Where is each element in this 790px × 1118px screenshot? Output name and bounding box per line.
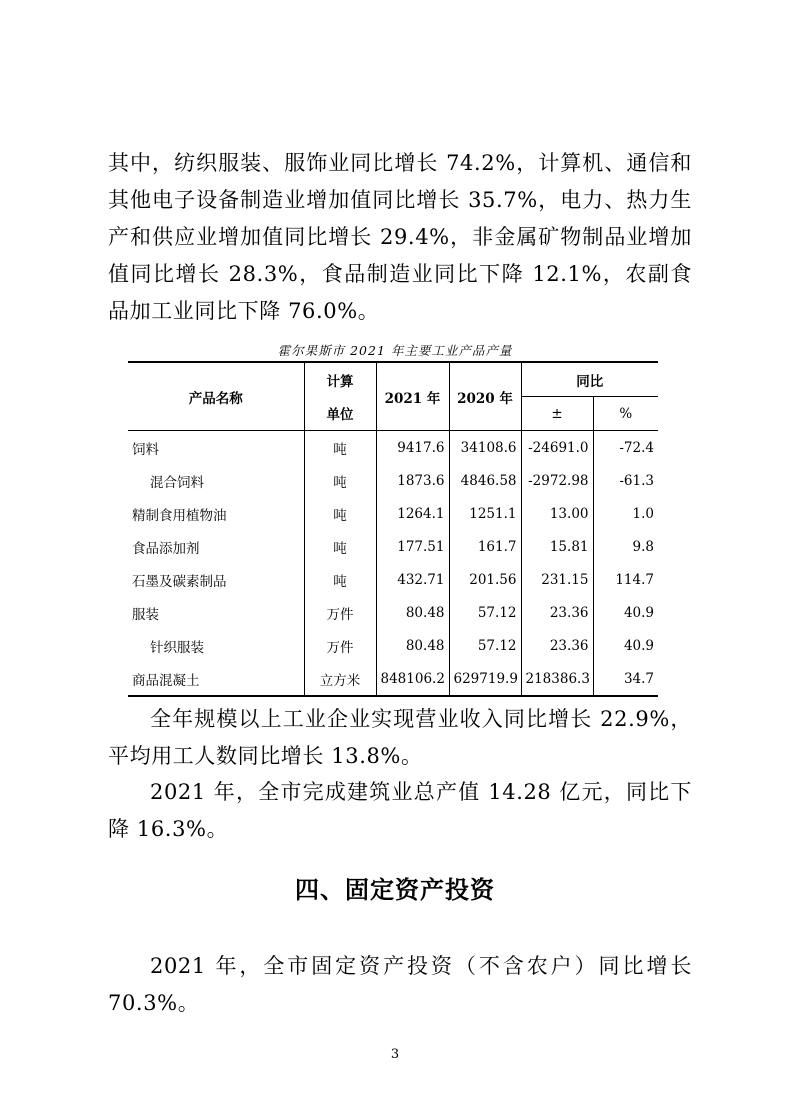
cell-2021: 1264.1 [376,497,449,530]
cell-pct: 40.9 [593,596,658,629]
table-row [128,497,658,530]
header-pct: % [593,397,658,431]
cell-diff: 218386.3 [521,662,593,696]
cell-pct: 34.7 [593,662,658,696]
paragraph-fixed-investment: 2021 年，全市固定资产投资（不含农户）同比增长 70.3%。 [108,954,692,1015]
cell-name: 混合饲料 [150,474,204,491]
cell-2020: 57.12 [449,596,521,629]
cell-diff: -2972.98 [521,464,593,497]
cell-name: 饲料 [132,441,159,458]
cell-2020: 4846.58 [449,464,521,497]
cell-2020: 629719.9 [449,662,521,696]
cell-name: 食品添加剂 [132,540,200,557]
paragraph-revenue: 全年规模以上工业企业实现营业收入同比增长 22.9%，平均用工人数同比增长 13.8%。 [108,707,692,768]
cell-unit: 吨 [304,563,376,596]
cell-pct: 1.0 [593,497,658,530]
cell-unit: 吨 [304,530,376,563]
paragraph-industry-growth: 其中，纺织服装、服饰业同比增长 74.2%，计算机、通信和其他电子设备制造业增加值同比增长 35.7%，电力、热力生产和供应业增加值同比增长 29.4%，非金属矿物制品业增加值同比增长 28.3%，食品制造业同比下降 12.1%，农副食品加工业同比下降 76.0%。 [108,151,692,323]
header-unit-line2: 单位 [304,397,376,431]
cell-name: 商品混凝土 [132,672,200,689]
cell-2020: 57.12 [449,629,521,662]
table-caption: 霍尔果斯市 2021 年主要工业产品产量 [277,343,513,358]
table-row [128,629,658,662]
cell-diff: -24691.0 [521,431,593,465]
cell-pct: -61.3 [593,464,658,497]
header-yoy: 同比 [521,362,658,397]
cell-unit: 立方米 [304,662,376,696]
cell-2021: 80.48 [376,629,449,662]
header-product-name: 产品名称 [128,362,304,431]
cell-unit: 吨 [304,464,376,497]
cell-pct: 40.9 [593,629,658,662]
cell-2021: 9417.6 [376,431,449,465]
cell-2020: 1251.1 [449,497,521,530]
cell-2021: 80.48 [376,596,449,629]
paragraph-construction: 2021 年，全市完成建筑业总产值 14.28 亿元，同比下降 16.3%。 [108,780,692,841]
cell-2020: 201.56 [449,563,521,596]
cell-diff: 15.81 [521,530,593,563]
cell-2021: 177.51 [376,530,449,563]
cell-2021: 848106.2 [376,662,449,696]
table-row [128,662,658,696]
cell-name: 精制食用植物油 [132,507,227,524]
table-row [128,464,658,497]
header-diff: ± [521,397,593,431]
header-2020: 2020 年 [449,362,521,431]
cell-2021: 432.71 [376,563,449,596]
cell-diff: 231.15 [521,563,593,596]
cell-2021: 1873.6 [376,464,449,497]
section-heading: 四、固定资产投资 [295,876,495,904]
cell-diff: 13.00 [521,497,593,530]
cell-unit: 吨 [304,497,376,530]
cell-unit: 万件 [304,596,376,629]
cell-2020: 161.7 [449,530,521,563]
table-row [128,596,658,629]
cell-diff: 23.36 [521,629,593,662]
cell-pct: -72.4 [593,431,658,465]
table-row [128,563,658,596]
table-row [128,431,658,465]
header-unit-line1: 计算 [304,362,376,397]
header-2021: 2021 年 [376,362,449,431]
cell-unit: 万件 [304,629,376,662]
cell-name: 服装 [132,606,159,623]
cell-unit: 吨 [304,431,376,465]
cell-diff: 23.36 [521,596,593,629]
cell-name: 石墨及碳素制品 [132,573,227,590]
cell-name: 针织服装 [150,639,204,656]
page-number: 3 [390,1047,400,1062]
table-row [128,530,658,563]
cell-2020: 34108.6 [449,431,521,465]
cell-pct: 9.8 [593,530,658,563]
cell-pct: 114.7 [593,563,658,596]
industrial-products-table [128,361,658,697]
